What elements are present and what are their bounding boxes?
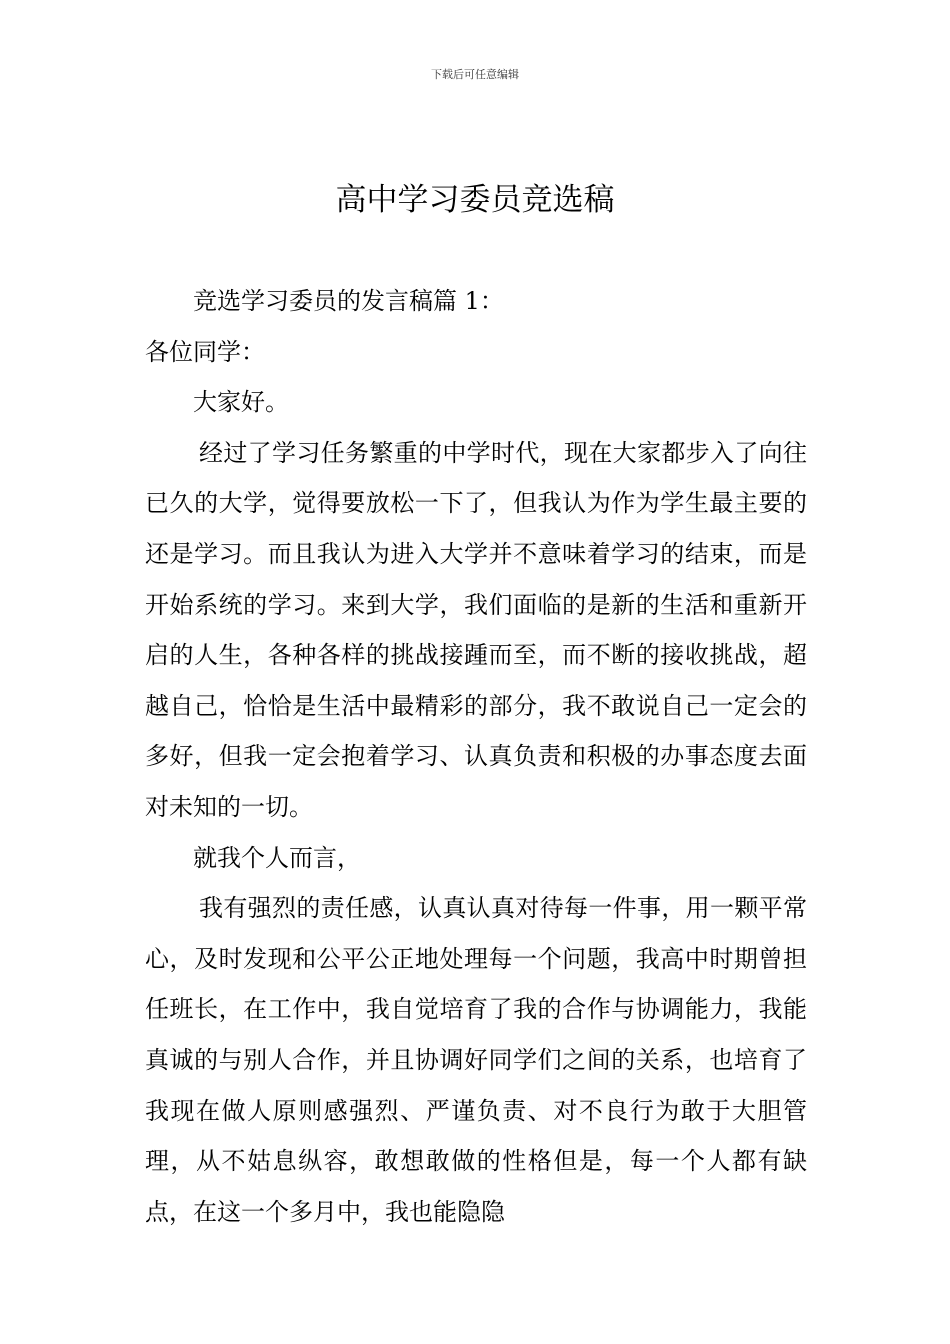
paragraph-body: 我有强烈的责任感，认真认真对待每一件事，用一颗平常心，及时发现和公平公正地处理每一个问题，我高中时期曾担任班长，在工作中，我自觉培育了我的合作与协调能力，我能真诚的与别人合作，并且协调好同学们之间的关系，也培育了我现在做人原则感强烈、严谨负责、对不良行为敢于大胆管理，从不姑息纵容，敢想敢做的性格但是，每一个人都有缺点，在这一个多月中，我也能隐隐 (145, 894, 807, 1226)
paragraph-body: 经过了学习任务繁重的中学时代，现在大家都步入了向往已久的大学，觉得要放松一下了，但我认为作为学生最主要的还是学习。而且我认为进入大学并不意味着学习的结束，而是开始系统的学习。来到大学，我们面临的是新的生活和重新开启的人生，各种各样的挑战接踵而至，而不断的接收挑战，超越自己，恰恰是生活中最精彩的部分，我不敢说自己一定会的多好，但我一定会抱着学习、认真负责和积极的办事态度去面对未知的一切。 (145, 438, 807, 821)
document-body (145, 276, 807, 1237)
paragraph-salutation: 各位同学： (145, 337, 265, 366)
paragraph-heading: 竞选学习委员的发言稿篇 1： (193, 287, 504, 315)
paragraph-greeting: 大家好。 (193, 388, 289, 417)
header-note: 下载后可任意编辑 (431, 68, 519, 81)
paragraph-body: 就我个人而言， (193, 843, 361, 872)
document-title: 高中学习委员竞选稿 (335, 182, 615, 218)
